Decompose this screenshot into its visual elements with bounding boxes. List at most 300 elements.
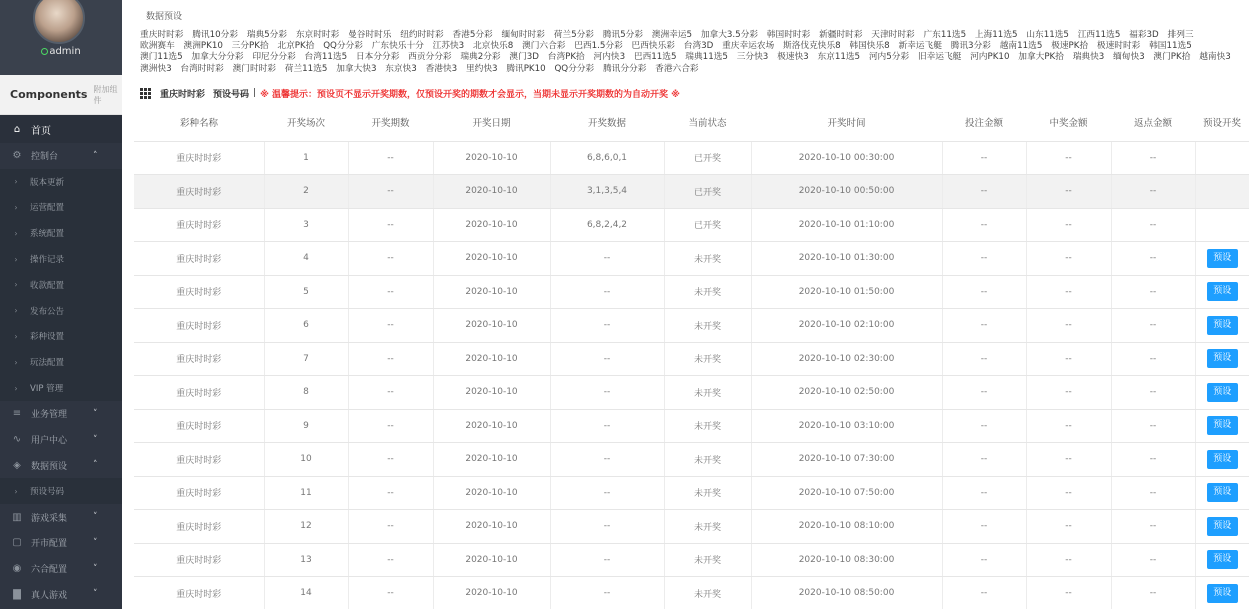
lottery-link[interactable]: 韩国11选5 [1149, 41, 1192, 52]
cell-rebate: -- [1111, 208, 1195, 242]
lottery-link[interactable]: 江苏快3 [432, 41, 465, 52]
lottery-link[interactable]: 澳门PK拾 [1153, 52, 1191, 63]
cell-round: 6 [264, 309, 348, 343]
sidebar-item-10[interactable] [0, 375, 122, 401]
cell-data: -- [550, 476, 664, 510]
column-header: 开奖期数 [348, 104, 433, 141]
cell-status: 未开奖 [664, 309, 751, 343]
lottery-link[interactable]: 澳门六合彩 [522, 41, 566, 52]
cell-name: 重庆时时彩 [134, 376, 264, 410]
lottery-link[interactable]: 印尼分分彩 [252, 52, 296, 63]
cell-issue: -- [348, 376, 433, 410]
column-header: 投注金额 [942, 104, 1026, 141]
lottery-link[interactable]: 腾讯PK10 [506, 63, 546, 74]
cell-rebate: -- [1111, 510, 1195, 544]
cell-round: 8 [264, 376, 348, 410]
cell-name: 重庆时时彩 [134, 510, 264, 544]
sidebar-item-label: 首页 [31, 125, 51, 137]
chevron-right-icon: › [14, 486, 18, 496]
cell-time: 2020-10-10 07:50:00 [751, 476, 942, 510]
lottery-link[interactable]: 澳门时时彩 [232, 63, 276, 74]
lottery-link[interactable]: 加拿大快3 [336, 63, 377, 74]
cell-data: -- [550, 309, 664, 343]
cell-status: 未开奖 [664, 409, 751, 443]
table-row [134, 208, 1249, 242]
cell-bet: -- [942, 409, 1026, 443]
lottery-link[interactable]: 香港六合彩 [655, 63, 699, 74]
online-status-icon [41, 48, 48, 55]
sidebar-item-label: 发布公告 [30, 306, 65, 317]
lottery-link[interactable]: 加拿大3.5分彩 [700, 30, 759, 40]
lottery-link[interactable]: 台湾时时彩 [180, 63, 224, 74]
cell-time: 2020-10-10 01:50:00 [751, 275, 942, 309]
sidebar-item-9[interactable] [0, 349, 122, 375]
chevron-down-icon: ˅ [93, 563, 98, 574]
cell-round: 14 [264, 577, 348, 609]
cell-issue: -- [348, 141, 433, 175]
cell-win: -- [1026, 309, 1111, 343]
cell-data: 3,1,3,5,4 [550, 175, 664, 209]
cell-issue: -- [348, 510, 433, 544]
cell-time: 2020-10-10 01:10:00 [751, 208, 942, 242]
cell-date: 2020-10-10 [433, 208, 550, 242]
chevron-right-icon: › [14, 383, 18, 393]
lottery-link[interactable]: 旧幸运飞艇 [917, 52, 962, 63]
cell-name: 重庆时时彩 [134, 309, 264, 343]
cell-issue: -- [348, 208, 433, 242]
cell-rebate: -- [1111, 577, 1195, 609]
lottery-link[interactable]: 澳门3D [509, 52, 539, 63]
sidebar-item-3[interactable] [0, 195, 122, 221]
sidebar-item-15[interactable] [0, 504, 122, 530]
lottery-link[interactable]: 香港快3 [425, 63, 458, 74]
cell-win: -- [1026, 141, 1111, 175]
grid-icon [140, 88, 151, 99]
sidebar-item-label: 玩法配置 [30, 358, 65, 369]
cell-date: 2020-10-10 [433, 141, 550, 175]
sidebar-item-0[interactable] [0, 115, 122, 143]
chevron-right-icon: › [14, 177, 18, 187]
cell-issue: -- [348, 309, 433, 343]
sidebar-item-8[interactable] [0, 324, 122, 350]
lottery-link[interactable]: 河内PK10 [970, 52, 1010, 63]
cell-round: 9 [264, 409, 348, 443]
cell-bet: -- [942, 175, 1026, 209]
preset-number-label: 预设号码 [213, 89, 250, 100]
chevron-down-icon: ˅ [93, 408, 98, 419]
chevron-up-icon: ˄ [93, 460, 98, 471]
lottery-link[interactable]: 瑞典11选5 [685, 52, 728, 63]
lottery-link[interactable]: 日本分分彩 [355, 52, 400, 63]
lottery-link[interactable]: 东京时时彩 [295, 30, 340, 40]
sidebar-item-5[interactable] [0, 246, 122, 272]
cell-preset [1195, 275, 1249, 309]
sidebar-item-1[interactable] [0, 143, 122, 169]
chevron-up-icon: ˄ [93, 150, 98, 161]
cell-name: 重庆时时彩 [134, 409, 264, 443]
cell-win: -- [1026, 543, 1111, 577]
lottery-link[interactable]: 西贡分分彩 [408, 52, 452, 63]
cell-name: 重庆时时彩 [134, 476, 264, 510]
cell-bet: -- [942, 242, 1026, 276]
circle-icon: ◉ [12, 563, 22, 575]
lottery-link[interactable]: 里约快3 [465, 63, 498, 74]
cell-data: -- [550, 342, 664, 376]
chevron-right-icon: › [14, 331, 18, 341]
preset-button[interactable]: 预设 [1207, 450, 1238, 469]
lottery-link[interactable]: 巴西快乐彩 [631, 41, 675, 52]
cell-win: -- [1026, 175, 1111, 209]
cell-bet: -- [942, 141, 1026, 175]
cell-preset [1195, 342, 1249, 376]
preset-button[interactable]: 预设 [1207, 383, 1238, 402]
lottery-link[interactable]: 三分PK拾 [231, 41, 269, 52]
cell-status: 未开奖 [664, 275, 751, 309]
cell-rebate: -- [1111, 543, 1195, 577]
cell-data: -- [550, 443, 664, 477]
chevron-right-icon: › [14, 280, 18, 290]
lottery-link[interactable]: 香港5分彩 [452, 30, 493, 40]
cell-data: -- [550, 242, 664, 276]
lottery-link[interactable]: 重庆幸运农场 [722, 41, 775, 52]
cell-data: -- [550, 376, 664, 410]
lottery-link[interactable]: 欧洲赛车 [140, 41, 175, 52]
draw-table [134, 104, 1249, 609]
lottery-link[interactable]: 澳门11选5 [140, 52, 183, 63]
cell-status: 未开奖 [664, 443, 751, 477]
sidebar-item-label: VIP 管理 [30, 384, 64, 395]
cell-win: -- [1026, 577, 1111, 609]
cell-time: 2020-10-10 02:10:00 [751, 309, 942, 343]
table-row [134, 309, 1249, 343]
cell-time: 2020-10-10 00:30:00 [751, 141, 942, 175]
cell-round: 11 [264, 476, 348, 510]
main-content [122, 0, 1249, 609]
lottery-link[interactable]: 台湾PK拾 [547, 52, 585, 63]
sidebar-item-12[interactable] [0, 427, 122, 453]
cell-data: -- [550, 543, 664, 577]
column-header: 中奖金额 [1026, 104, 1111, 141]
cell-win: -- [1026, 208, 1111, 242]
sidebar-item-6[interactable] [0, 272, 122, 298]
sidebar-item-16[interactable] [0, 530, 122, 556]
cell-date: 2020-10-10 [433, 376, 550, 410]
cell-win: -- [1026, 376, 1111, 410]
cell-rebate: -- [1111, 476, 1195, 510]
table-header-row [134, 104, 1249, 141]
cell-rebate: -- [1111, 443, 1195, 477]
chevron-right-icon: › [14, 228, 18, 238]
lottery-link[interactable]: 天津时时彩 [871, 30, 915, 40]
cell-round: 4 [264, 242, 348, 276]
preset-button[interactable]: 预设 [1207, 249, 1238, 268]
preset-button[interactable]: 预设 [1207, 416, 1238, 435]
cell-rebate: -- [1111, 242, 1195, 276]
sidebar-item-label: 运营配置 [30, 203, 65, 214]
cell-bet: -- [942, 309, 1026, 343]
cell-issue: -- [348, 409, 433, 443]
cell-status: 未开奖 [664, 476, 751, 510]
lottery-link[interactable]: 河内5分彩 [868, 52, 910, 63]
cell-status: 已开奖 [664, 208, 751, 242]
lottery-link[interactable]: 荷兰5分彩 [553, 30, 594, 40]
lottery-link[interactable]: 台湾3D [683, 41, 714, 52]
lottery-link[interactable]: 腾讯分分彩 [602, 63, 647, 74]
page-title: 数据预设 [146, 12, 183, 22]
lottery-link[interactable]: 广东11选5 [923, 30, 967, 40]
lottery-link[interactable]: 北京快乐8 [472, 41, 514, 52]
cell-round: 12 [264, 510, 348, 544]
cell-status: 未开奖 [664, 376, 751, 410]
column-header: 开奖日期 [433, 104, 550, 141]
lottery-link[interactable]: 瑞典2分彩 [460, 52, 501, 63]
lottery-link[interactable]: 上海11选5 [974, 30, 1018, 40]
preset-button[interactable]: 预设 [1207, 282, 1238, 301]
cell-rebate: -- [1111, 342, 1195, 376]
lottery-link[interactable]: 广东快乐十分 [371, 41, 424, 52]
sidebar-item-label: 六合配置 [31, 565, 68, 576]
preset-button[interactable]: 预设 [1207, 550, 1238, 569]
lottery-link[interactable]: QQ分分彩 [323, 41, 363, 52]
lottery-link[interactable]: 山东11选5 [1026, 30, 1069, 40]
lottery-link[interactable]: 江西11选5 [1077, 30, 1121, 40]
sidebar-item-17[interactable] [0, 556, 122, 582]
cell-round: 1 [264, 141, 348, 175]
avatar[interactable] [33, 0, 85, 44]
lottery-link[interactable]: 极速快3 [777, 52, 809, 63]
lottery-link[interactable]: 巴西1.5分彩 [574, 41, 623, 52]
cell-preset [1195, 309, 1249, 343]
lottery-link[interactable]: 加拿大PK拾 [1018, 52, 1064, 63]
table-row [134, 577, 1249, 609]
chevron-down-icon: ˅ [93, 434, 98, 445]
lottery-link[interactable]: 腾讯10分彩 [192, 30, 239, 40]
cell-issue: -- [348, 275, 433, 309]
cell-name: 重庆时时彩 [134, 141, 264, 175]
lottery-link[interactable]: 福彩3D [1129, 30, 1159, 40]
lottery-link[interactable]: 腾讯3分彩 [950, 41, 991, 52]
sidebar-item-label: 预设号码 [30, 487, 65, 498]
chevron-right-icon: › [14, 202, 18, 212]
lottery-link[interactable]: 东京11选5 [817, 52, 861, 63]
cell-time: 2020-10-10 08:10:00 [751, 510, 942, 544]
lottery-link[interactable]: 澳洲幸运5 [651, 30, 693, 40]
cell-preset [1195, 443, 1249, 477]
lottery-link[interactable]: 排列三 [1167, 30, 1194, 40]
lottery-link[interactable]: 越南快3 [1199, 52, 1231, 63]
cell-bet: -- [942, 208, 1026, 242]
preset-button[interactable]: 预设 [1207, 483, 1238, 502]
cell-name: 重庆时时彩 [134, 275, 264, 309]
cell-status: 未开奖 [664, 577, 751, 609]
cell-name: 重庆时时彩 [134, 443, 264, 477]
cell-status: 未开奖 [664, 543, 751, 577]
user-profile [0, 0, 122, 75]
column-header: 返点金额 [1111, 104, 1195, 141]
preset-button[interactable]: 预设 [1207, 316, 1238, 335]
cell-issue: -- [348, 543, 433, 577]
lottery-link[interactable]: 腾讯5分彩 [602, 30, 644, 40]
sidebar-item-label: 操作记录 [30, 255, 65, 266]
table-row [134, 443, 1249, 477]
sidebar-item-4[interactable] [0, 220, 122, 246]
cell-bet: -- [942, 275, 1026, 309]
cell-data: -- [550, 409, 664, 443]
column-header: 彩种名称 [134, 104, 264, 141]
column-header: 开奖数据 [550, 104, 664, 141]
cell-status: 已开奖 [664, 175, 751, 209]
chevron-right-icon: › [14, 254, 18, 264]
cell-bet: -- [942, 476, 1026, 510]
table-row [134, 510, 1249, 544]
lottery-link[interactable]: 巴西11选5 [633, 52, 677, 63]
lottery-link[interactable]: 瑞典快3 [1072, 52, 1105, 63]
table-row [134, 409, 1249, 443]
square-icon: ▢ [12, 537, 22, 549]
preset-button[interactable]: 预设 [1207, 517, 1238, 536]
lottery-link[interactable]: 新疆时时彩 [819, 30, 863, 40]
table-row [134, 342, 1249, 376]
sidebar-item-2[interactable] [0, 169, 122, 195]
lottery-link[interactable]: 澳洲PK10 [183, 41, 223, 52]
cell-name: 重庆时时彩 [134, 175, 264, 209]
sidebar-item-13[interactable] [0, 453, 122, 479]
lottery-link[interactable]: 重庆时时彩 [140, 30, 184, 40]
lottery-link[interactable]: 韩国快乐8 [849, 41, 890, 52]
cell-win: -- [1026, 409, 1111, 443]
cell-win: -- [1026, 510, 1111, 544]
cell-issue: -- [348, 175, 433, 209]
sidebar-item-label: 控制台 [31, 152, 59, 163]
cell-bet: -- [942, 510, 1026, 544]
table-body [134, 141, 1249, 609]
lottery-link[interactable]: 新幸运飞艇 [898, 41, 942, 52]
cell-preset [1195, 175, 1249, 209]
cell-bet: -- [942, 543, 1026, 577]
sidebar-item-14[interactable] [0, 478, 122, 504]
column-header: 开奖场次 [264, 104, 348, 141]
lottery-link[interactable]: 加拿大分分彩 [191, 52, 244, 63]
cell-data: 6,8,6,0,1 [550, 141, 664, 175]
sidebar [0, 0, 122, 609]
cell-issue: -- [348, 577, 433, 609]
cell-preset [1195, 376, 1249, 410]
lottery-link[interactable]: 越南11选5 [999, 41, 1043, 52]
sidebar-item-11[interactable] [0, 401, 122, 427]
lottery-link[interactable]: 韩国时时彩 [766, 30, 811, 40]
lottery-link[interactable]: 河内快3 [593, 52, 626, 63]
lottery-link[interactable]: 曼谷时时乐 [348, 30, 392, 40]
chevron-down-icon: ˅ [93, 537, 98, 548]
lottery-link[interactable]: 三分快3 [736, 52, 769, 63]
sidebar-nav [0, 115, 122, 607]
lottery-link[interactable]: 荷兰11选5 [284, 63, 328, 74]
sidebar-item-18[interactable] [0, 582, 122, 608]
cell-bet: -- [942, 342, 1026, 376]
cell-date: 2020-10-10 [433, 242, 550, 276]
cell-date: 2020-10-10 [433, 309, 550, 343]
cell-time: 2020-10-10 02:30:00 [751, 342, 942, 376]
bar-chart-icon: ▇ [13, 588, 21, 600]
sidebar-item-label: 开市配置 [31, 539, 68, 550]
preset-button[interactable]: 预设 [1207, 584, 1238, 603]
table-row [134, 376, 1249, 410]
cell-date: 2020-10-10 [433, 577, 550, 609]
lottery-link[interactable]: 北京PK拾 [277, 41, 315, 52]
cell-preset [1195, 242, 1249, 276]
cell-issue: -- [348, 342, 433, 376]
cell-issue: -- [348, 476, 433, 510]
cell-round: 10 [264, 443, 348, 477]
lottery-link[interactable]: 东京快3 [385, 63, 417, 74]
lottery-link[interactable]: 极速PK拾 [1051, 41, 1089, 52]
lottery-link[interactable]: 台湾11选5 [304, 52, 348, 63]
cell-status: 未开奖 [664, 342, 751, 376]
cell-data: 6,8,2,4,2 [550, 208, 664, 242]
table-row [134, 275, 1249, 309]
lottery-link[interactable]: QQ分分彩 [554, 63, 595, 74]
table-row [134, 141, 1249, 175]
column-header: 当前状态 [664, 104, 751, 141]
cell-data: -- [550, 510, 664, 544]
lottery-link[interactable]: 缅甸快3 [1113, 52, 1145, 63]
lottery-link[interactable]: 瑞典5分彩 [246, 30, 288, 40]
table-row [134, 476, 1249, 510]
cell-rebate: -- [1111, 376, 1195, 410]
cell-bet: -- [942, 577, 1026, 609]
cell-round: 3 [264, 208, 348, 242]
list-icon: ≡ [12, 408, 22, 420]
components-subtitle: 附加组件 [93, 84, 118, 105]
sidebar-item-label: 收款配置 [30, 280, 65, 291]
lottery-link[interactable]: 纽约时时彩 [400, 30, 444, 40]
cell-name: 重庆时时彩 [134, 342, 264, 376]
cell-time: 2020-10-10 01:30:00 [751, 242, 942, 276]
lottery-link[interactable]: 澳洲快3 [140, 63, 172, 74]
column-header: 开奖时间 [751, 104, 942, 141]
cell-win: -- [1026, 242, 1111, 276]
user-status [0, 46, 122, 57]
lottery-link[interactable]: 极速时时彩 [1096, 41, 1141, 52]
cell-status: 已开奖 [664, 141, 751, 175]
table-row [134, 175, 1249, 209]
cell-date: 2020-10-10 [433, 443, 550, 477]
lottery-link[interactable]: 缅甸时时彩 [501, 30, 545, 40]
preset-button[interactable]: 预设 [1207, 349, 1238, 368]
sidebar-item-7[interactable] [0, 298, 122, 324]
cell-date: 2020-10-10 [433, 175, 550, 209]
cell-round: 13 [264, 543, 348, 577]
cell-preset [1195, 409, 1249, 443]
lottery-link-list [140, 30, 1240, 75]
components-title: Components [10, 88, 88, 101]
sidebar-item-label: 系统配置 [30, 229, 65, 240]
table-row [134, 242, 1249, 276]
cell-round: 2 [264, 175, 348, 209]
cell-preset [1195, 208, 1249, 242]
sidebar-item-label: 业务管理 [31, 410, 68, 421]
cell-date: 2020-10-10 [433, 342, 550, 376]
cell-time: 2020-10-10 08:30:00 [751, 543, 942, 577]
cell-date: 2020-10-10 [433, 510, 550, 544]
shield-icon: ◈ [13, 459, 21, 471]
sidebar-item-label: 彩种设置 [30, 332, 65, 343]
cell-preset [1195, 543, 1249, 577]
lottery-link[interactable]: 斯洛伐克快乐8 [783, 41, 841, 52]
cell-preset [1195, 476, 1249, 510]
cell-name: 重庆时时彩 [134, 242, 264, 276]
cell-preset [1195, 577, 1249, 609]
